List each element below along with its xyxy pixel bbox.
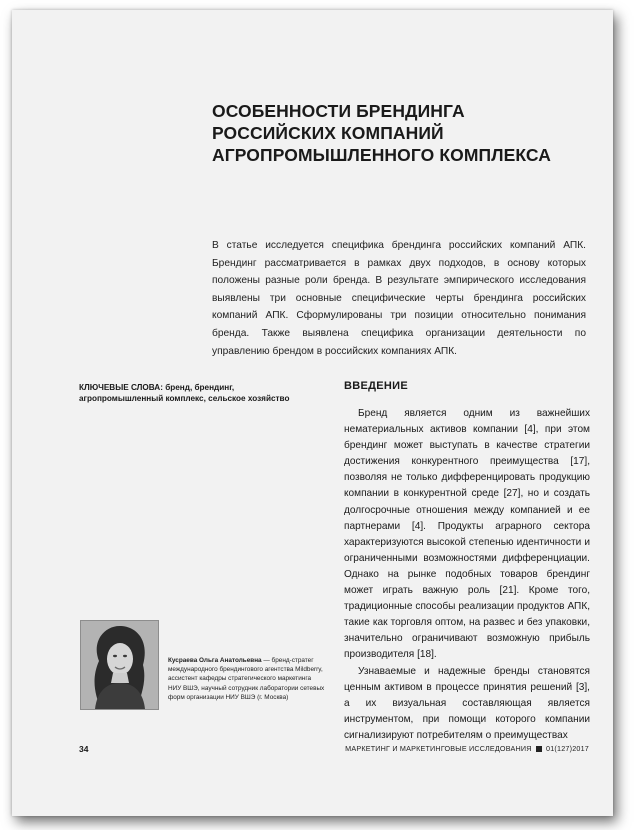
author-bio: — бренд-стратег международного брендингового агентства Mildberry, ассистент кафедры стратегического маркетинга НИУ ВШЭ, научный сотрудник лаборатории сетевых форм организации НИУ ВШЭ (г. Москва) <box>168 657 325 701</box>
keywords: КЛЮЧЕВЫЕ СЛОВА: бренд, брендинг, агропромышленный комплекс, сельское хозяйство <box>79 383 290 403</box>
article-abstract: В статье исследуется специфика брендинга российских компаний АПК. Брендинг рассматривается в рамках двух подходов, в основу которых положены разные роли бренда. В результате эмпирического исследования выявлены три основные специфические черты брендинга российских компаний АПК. Сформулированы три позиции относительно понимания бренда. Также выявлена специфика организации деятельности по управлению брендом в российских компаниях АПК. <box>212 240 586 357</box>
introduction-body <box>344 406 590 744</box>
article-title: ОСОБЕННОСТИ БРЕНДИНГА РОССИЙСКИХ КОМПАНИЙ АГРОПРОМЫШЛЕННОГО КОМПЛЕКСА <box>212 101 551 165</box>
running-footer <box>345 744 589 753</box>
paragraph: Бренд является одним из важнейших нематериальных активов компании [4], при этом брендинг может выступать в качестве стратегии достижения конкурентного преимущества [17], позволяя не только дифференцировать продукцию компании в конкурентной среде [27], но и создать долгосрочные отношения между компанией и ее партнерами [4]. Продукты аграрного сектора характеризуются высокой степенью идентичности и ограниченными возможностями дифференциации. Однако на рынке подобных товаров брендинг может играть важную роль [21]. Кроме того, традиционные способы реализации продуктов АПК, такие как торговля оптом, на развес и без упаковки, значительно ограничивают возможную прибыль производителя [18]. <box>344 408 590 661</box>
author-info <box>168 656 326 702</box>
issue-number: 01(127)2017 <box>546 744 589 753</box>
author-name: Кусраева Ольга Анатольевна <box>168 657 262 664</box>
author-portrait-icon <box>81 621 158 709</box>
page-number: 34 <box>79 744 89 754</box>
square-bullet-icon <box>536 746 542 752</box>
journal-page <box>12 10 613 816</box>
section-heading-introduction: ВВЕДЕНИЕ <box>344 380 408 392</box>
journal-name: МАРКЕТИНГ И МАРКЕТИНГОВЫЕ ИССЛЕДОВАНИЯ <box>345 744 532 753</box>
author-photo <box>80 620 159 710</box>
paragraph: Узнаваемые и надежные бренды становятся ценным активом в процессе принятия решений [3], а их визуальная составляющая является инструментом, при помощи которого компании сигнализируют потребителям о преимуществах <box>344 665 590 741</box>
